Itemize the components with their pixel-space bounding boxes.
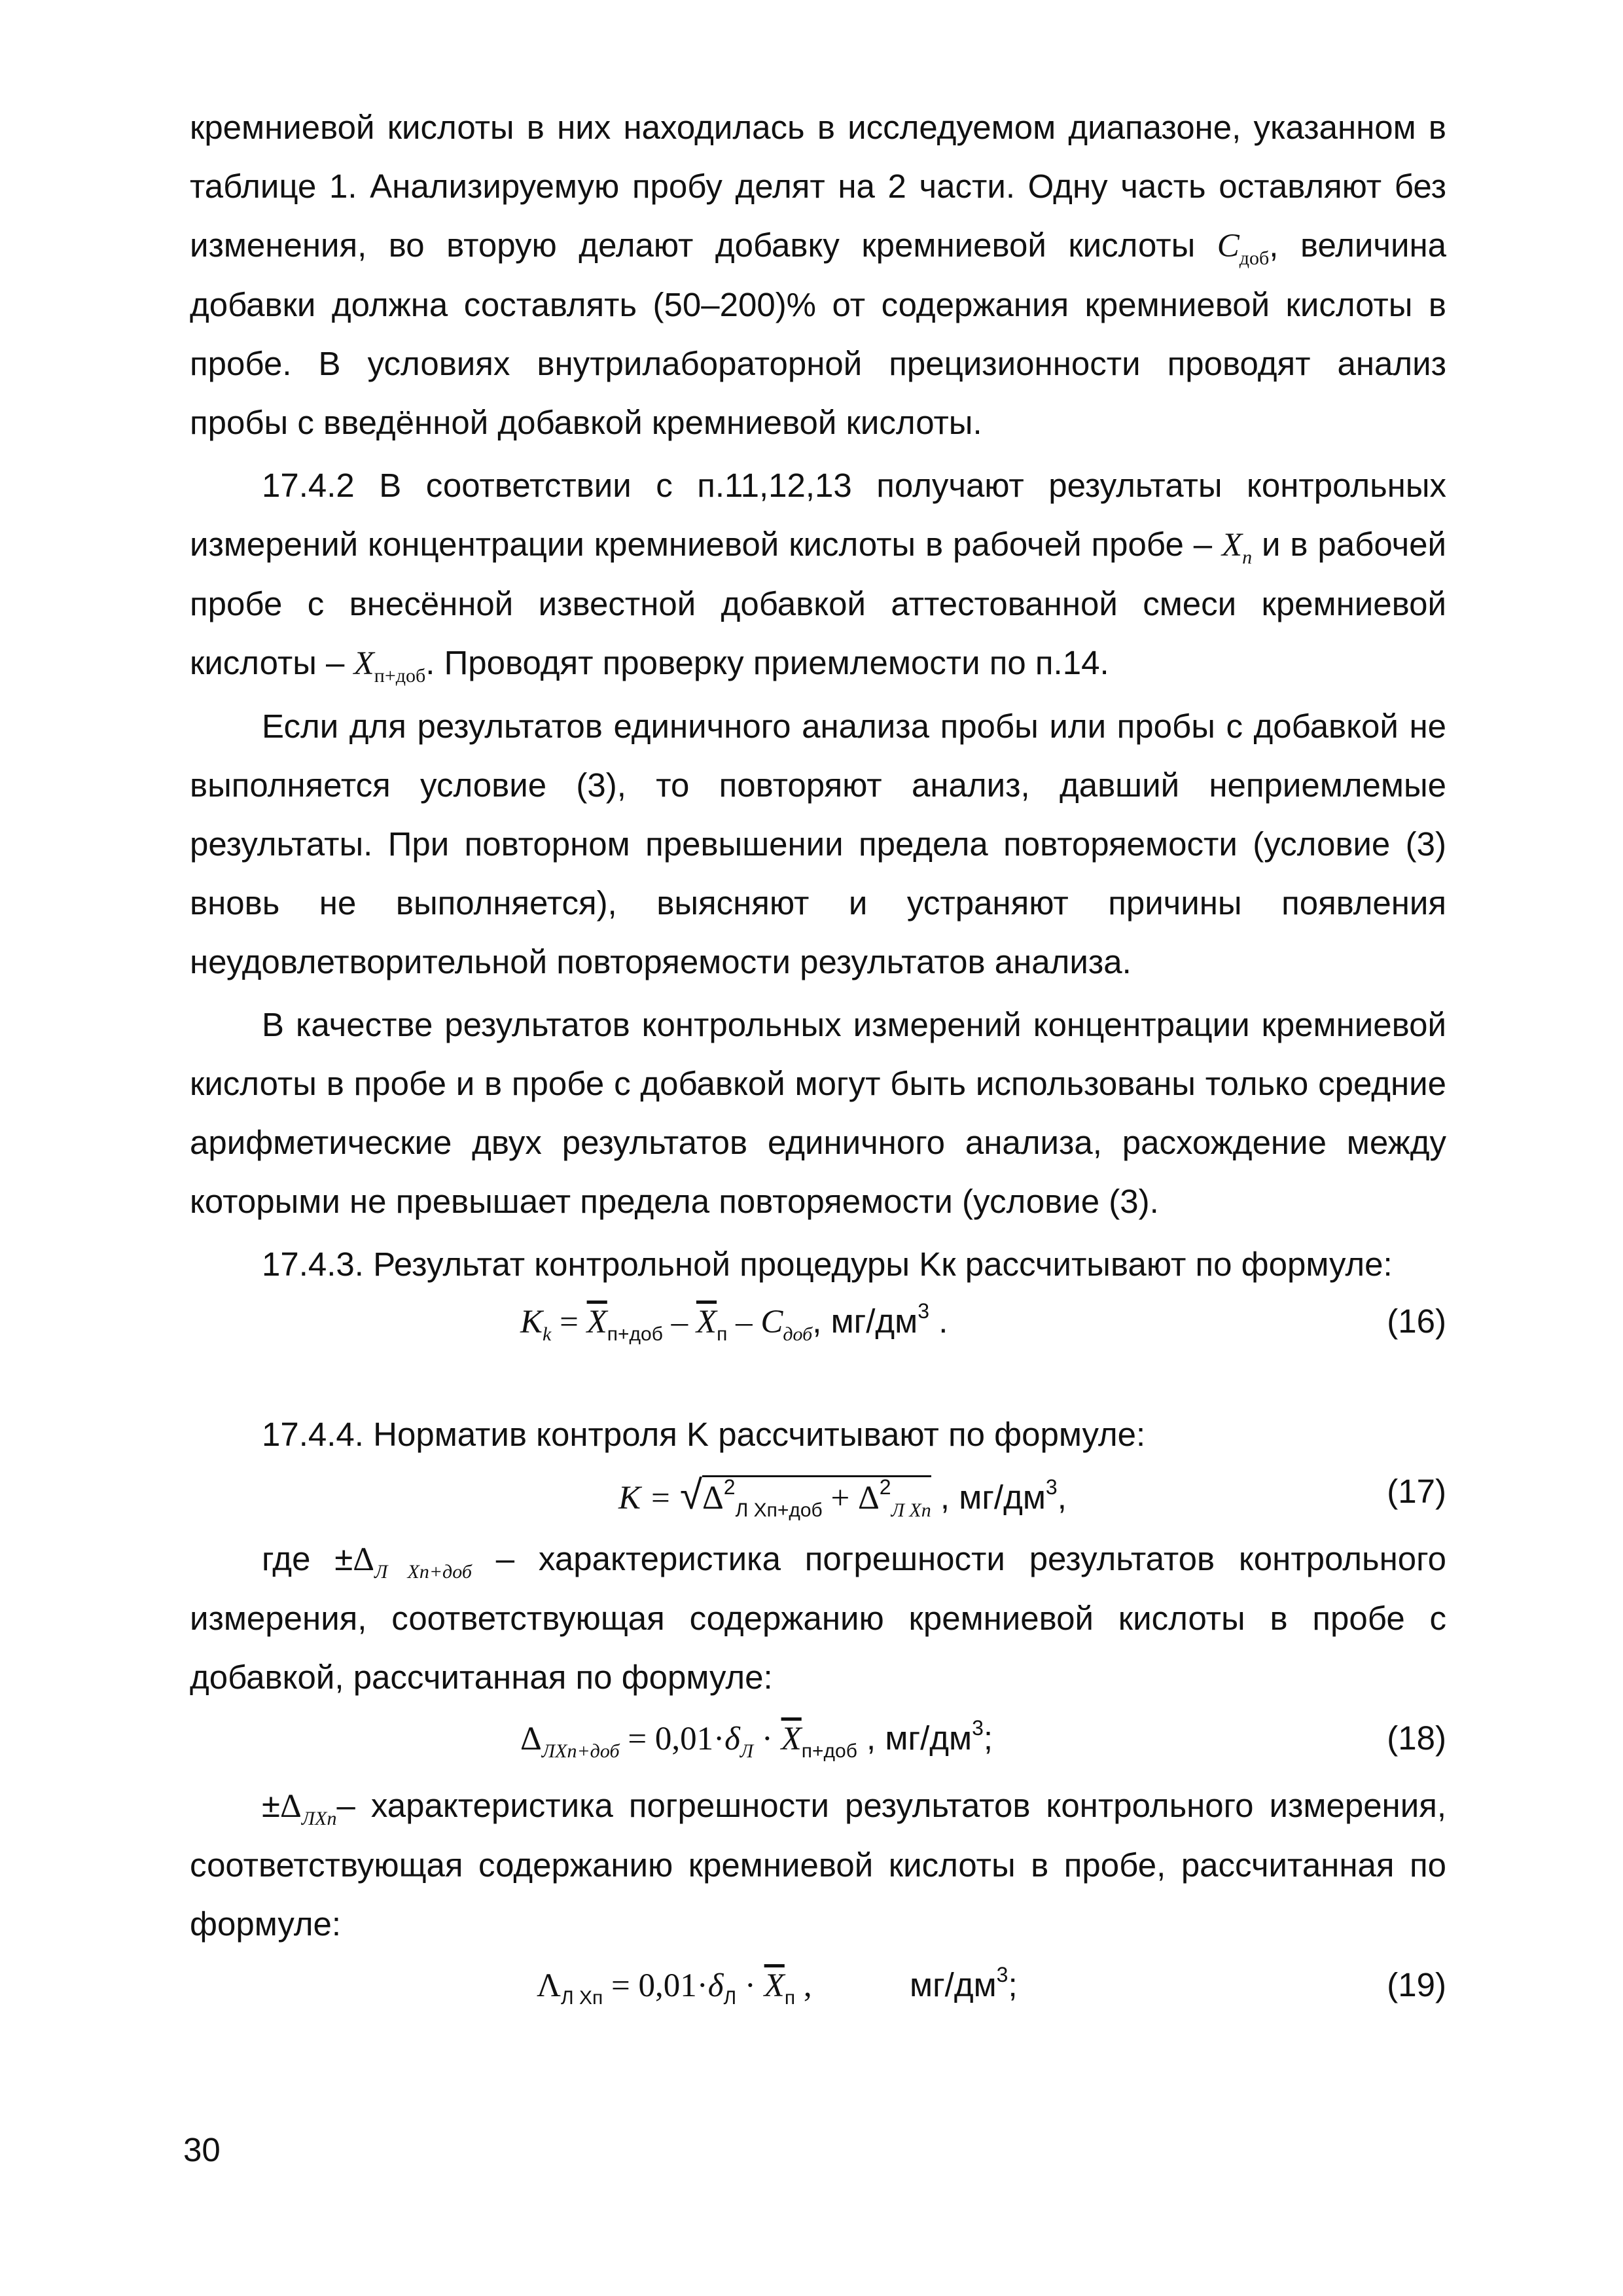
document-page xyxy=(190,98,1446,2023)
equation-number-16: (16) xyxy=(1387,1302,1446,1340)
symbol-x-n-dob: $X_{п+доб}$ xyxy=(353,645,426,687)
page-number: 30 xyxy=(183,2131,221,2168)
equation-19: $\Lambda_{Л Xп} = 0,01\cdot\delta_Л \cdot \overline{X}_п$ , $мг/дм^3$; (19) xyxy=(537,1963,1446,2009)
paragraph-1: кремниевой кислоты в них находилась в исследуемом диапазоне, указанном в таблице 1. Анализируемую пробу делят на 2 части. Одну часть оставляют без изменения, во вторую делают добавку кремниевой кислоты $C_{доб}$, величина добавки должна составлять (50–200)% от содержания кремниевой кислоты в пробе. В условиях внутрилабораторной прецизионности проводят анализ пробы с введённой добавкой кремниевой кислоты. xyxy=(190,109,1446,441)
paragraph-17-4-4: 17.4.4. Норматив контроля K рассчитывают по формуле: xyxy=(262,1416,1146,1453)
paragraph-17-4-3: 17.4.3. Результат контрольной процедуры Kк рассчитывают по формуле: xyxy=(262,1246,1393,1283)
symbol-c-dob: $C_{доб}$ xyxy=(1217,228,1270,269)
symbol-x-n: $X_п$ xyxy=(1221,527,1253,568)
paragraph-repeat-analysis: Если для результатов единичного анализа пробы или пробы с добавкой не выполняется условие (3), то повторяют анализ, давший неприемлемые результаты. При повторном превышении предела повторяемости (условие (3) вновь не выполняется), выясняют и устраняют причины появления неудовлетворительной повторяемости результатов анализа. xyxy=(190,708,1446,980)
paragraph-where-delta-ndob: где $\pm\Delta_{Л Xп+доб}$ – характеристика погрешности результатов контрольного измерения, соответствующая содержанию кремниевой кислоты в пробе с добавкой, рассчитанная по формуле: xyxy=(190,1540,1446,1696)
equation-18: $\Delta_{ЛXп+доб} = 0,01\cdot\delta_Л \cdot \overline{X}_{п+доб}$ , $мг/дм^3$; (18) xyxy=(520,1716,1446,1762)
equation-16: $K_k = \overline{X}_{п+доб} - \overline{X}_п - C_{доб}$, $мг/дм^3$ . (16) xyxy=(520,1299,1446,1345)
paragraph-results-average: В качестве результатов контрольных измерений концентрации кремниевой кислоты в пробе и в пробе с добавкой могут быть использованы только средние арифметические двух результатов единичного анализа, расхождение между которыми не превышает предела повторяемости (условие (3). xyxy=(190,1006,1446,1220)
equation-number-17: (17) xyxy=(1387,1473,1446,1510)
paragraph-delta-n: $\pm\Delta_{ЛXп}-$ характеристика погрешности результатов контрольного измерения, соответствующая содержанию кремниевой кислоты в пробе, рассчитанная по формуле: xyxy=(190,1787,1446,1943)
equation-17: $K = √\Delta^2_{Л Xп+доб} + \Delta^2_{Л Xп}$ , $мг/дм^3$, (17) xyxy=(618,1473,1446,1521)
equation-number-18: (18) xyxy=(1387,1719,1446,1757)
equation-number-19: (19) xyxy=(1387,1966,1446,2003)
paragraph-17-4-2: 17.4.2 В соответствии с п.11,12,13 получают результаты контрольных измерений концентрации кремниевой кислоты в рабочей пробе – $X_п$ и в рабочей пробе с внесённой известной добавкой аттестованной смеси кремниевой кислоты – $X_{п+доб}$. Проводят проверку приемлемости по п.14. xyxy=(190,467,1447,687)
